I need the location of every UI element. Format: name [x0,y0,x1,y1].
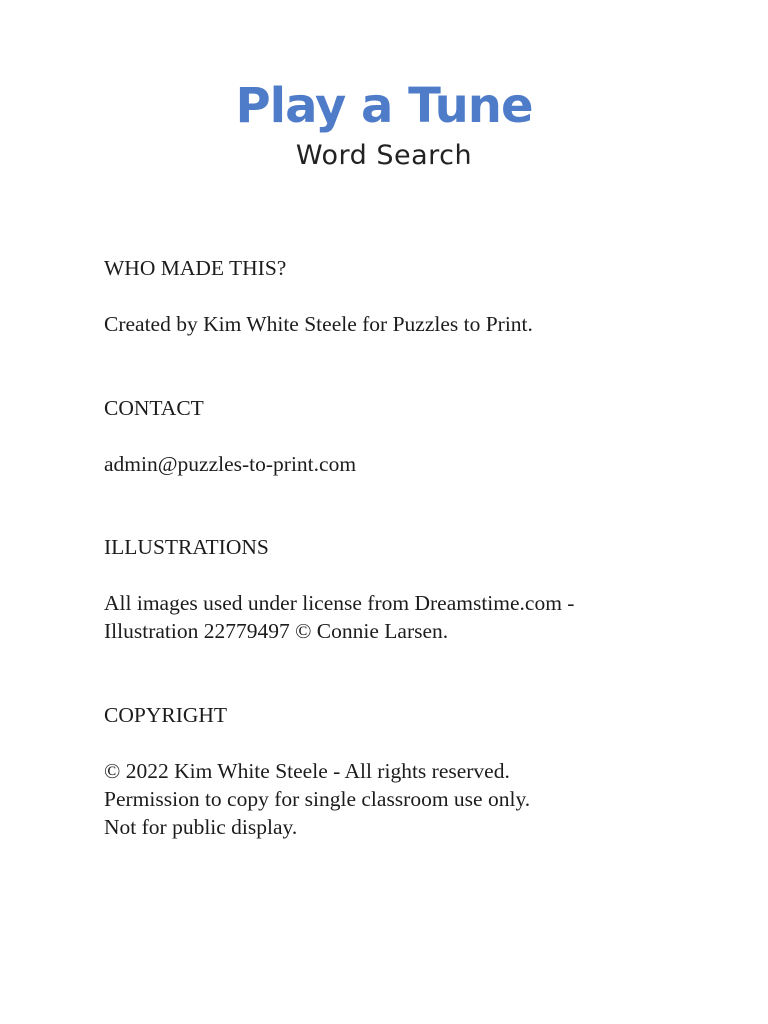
who-line: Created by Kim White Steele for Puzzles to Print. [104,312,533,336]
copyright-text [104,757,704,841]
contact-email[interactable]: admin@puzzles-to-print.com [104,452,357,476]
contact-heading: CONTACT [104,396,204,420]
page-title: Play a Tune [235,78,533,134]
illustrations-heading: ILLUSTRATIONS [104,535,269,559]
copyright-heading: COPYRIGHT [104,703,228,727]
contact-text [104,450,704,478]
illustrations-line: Illustration 22779497 © Connie Larsen. [104,619,449,643]
illustrations-line: All images used under license from Dreamstime.com - [104,591,575,615]
copyright-line: Not for public display. [104,815,298,839]
page-subtitle: Word Search [295,140,473,171]
copyright-line: © 2022 Kim White Steele - All rights reserved. [104,759,510,783]
who-heading: WHO MADE THIS? [104,256,287,280]
copyright-line: Permission to copy for single classroom use only. [104,787,531,811]
illustrations-text [104,589,704,645]
who-text [104,310,704,338]
